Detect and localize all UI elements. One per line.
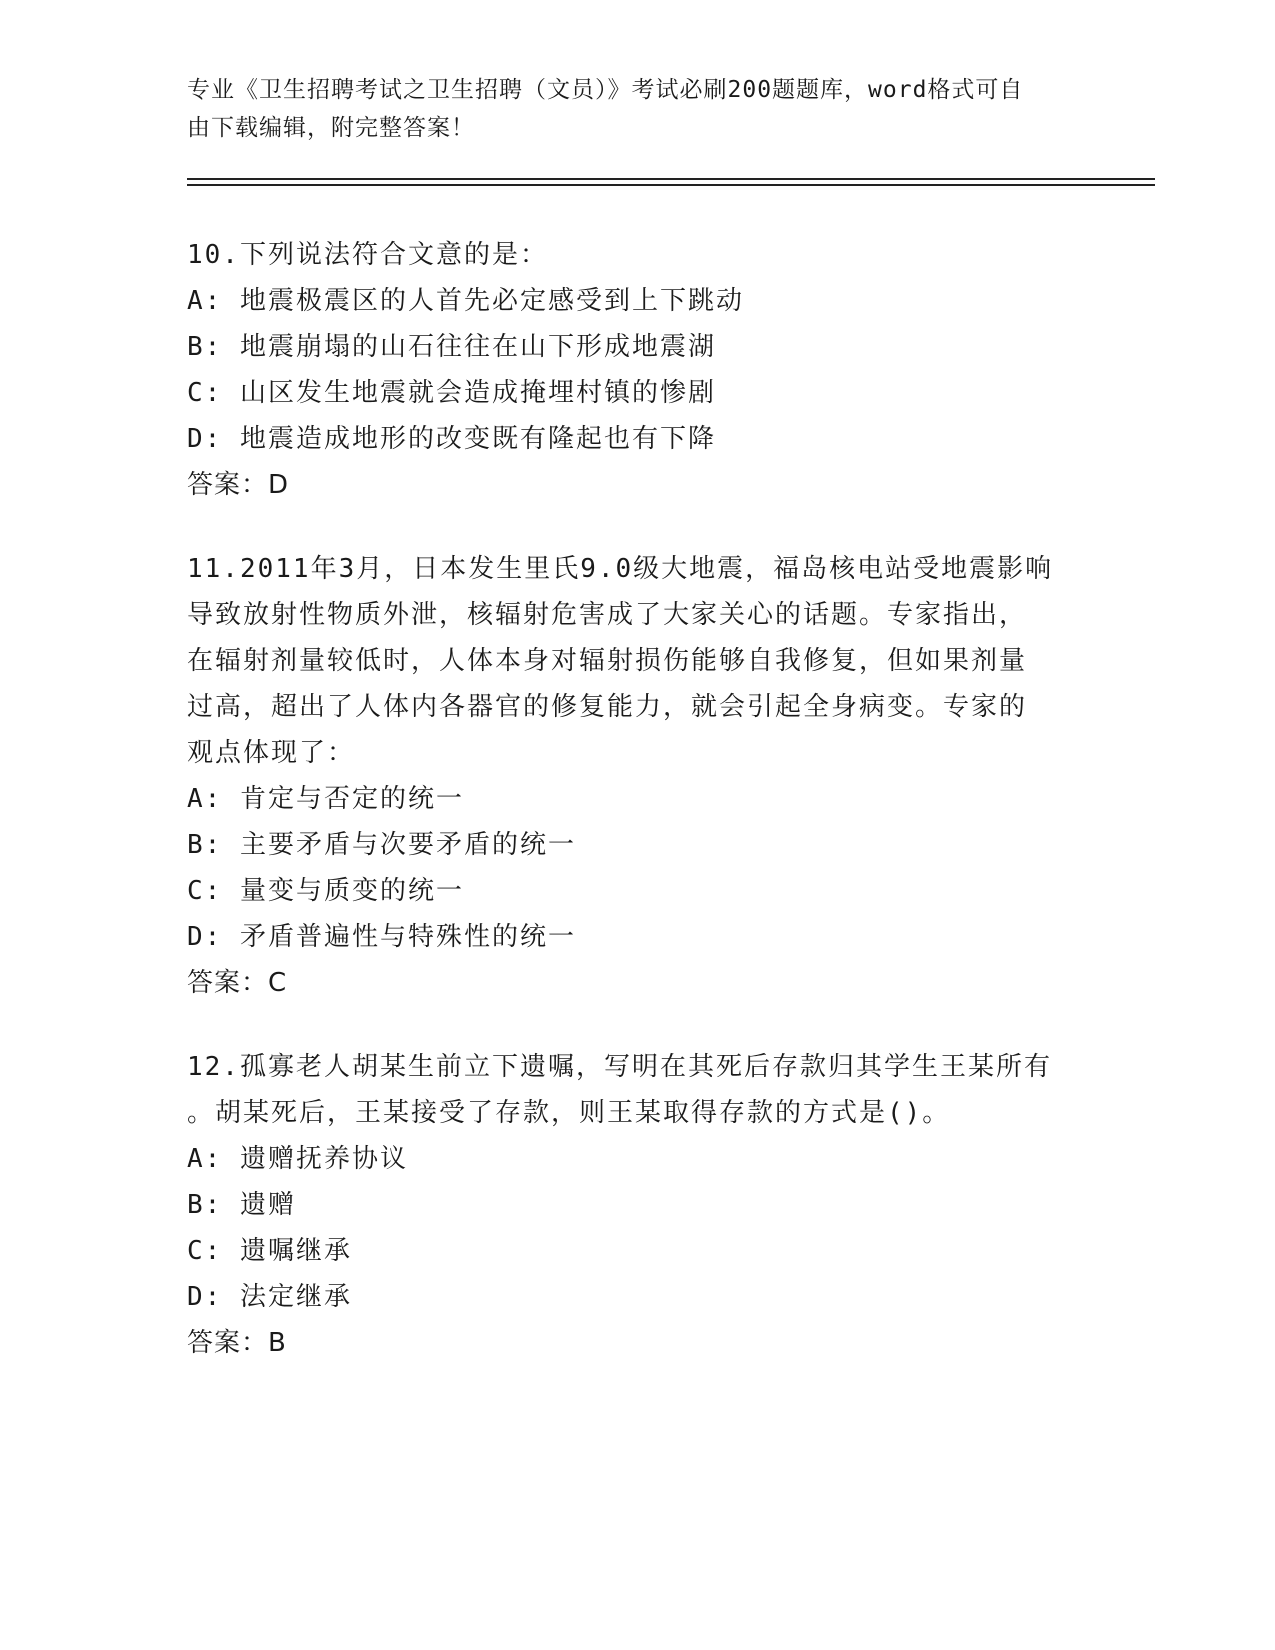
- question-stem: 。胡某死后，王某接受了存款，则王某取得存款的方式是()。: [187, 1098, 951, 1128]
- option-a: A: 肯定与否定的统一: [187, 784, 464, 814]
- document-header: [187, 71, 1077, 147]
- answer-label: 答案：C: [187, 968, 288, 998]
- option-d: D: 矛盾普遍性与特殊性的统一: [187, 922, 576, 952]
- question-stem: 12.孤寡老人胡某生前立下遗嘱，写明在其死后存款归其学生王某所有: [187, 1052, 1052, 1082]
- option-c: C: 量变与质变的统一: [187, 876, 464, 906]
- option-b: B: 遗赠: [187, 1190, 296, 1220]
- option-b: B: 地震崩塌的山石往往在山下形成地震湖: [187, 332, 716, 362]
- question-stem: 导致放射性物质外泄，核辐射危害成了大家关心的话题。专家指出，: [187, 600, 1028, 630]
- answer-label: 答案：B: [187, 1328, 287, 1358]
- header-divider-bottom: [187, 184, 1155, 186]
- question-stem: 11.2011年3月，日本发生里氏9.0级大地震，福岛核电站受地震影响: [187, 554, 1054, 584]
- option-d: D: 地震造成地形的改变既有隆起也有下降: [187, 424, 716, 454]
- option-a: A: 地震极震区的人首先必定感受到上下跳动: [187, 286, 744, 316]
- option-d: D: 法定继承: [187, 1282, 352, 1312]
- question-12: [187, 1044, 1087, 1366]
- question-stem: 观点体现了：: [187, 738, 356, 768]
- header-divider-top: [187, 178, 1155, 180]
- option-c: C: 遗嘱继承: [187, 1236, 352, 1266]
- option-b: B: 主要矛盾与次要矛盾的统一: [187, 830, 576, 860]
- option-a: A: 遗赠抚养协议: [187, 1144, 408, 1174]
- question-stem: 在辐射剂量较低时，人体本身对辐射损伤能够自我修复，但如果剂量: [187, 646, 1028, 676]
- question-stem: 过高，超出了人体内各器官的修复能力，就会引起全身病变。专家的: [187, 692, 1028, 722]
- header-line-1: 专业《卫生招聘考试之卫生招聘（文员）》考试必刷200题题库，word格式可自: [187, 77, 1024, 103]
- header-line-2: 由下载编辑，附完整答案！: [187, 115, 475, 141]
- option-c: C: 山区发生地震就会造成掩埋村镇的惨剧: [187, 378, 716, 408]
- question-11: [187, 546, 1087, 1006]
- answer-label: 答案：D: [187, 470, 290, 500]
- question-list: [187, 232, 1087, 1404]
- question-10: [187, 232, 1087, 508]
- question-stem: 10.下列说法符合文意的是：: [187, 240, 548, 270]
